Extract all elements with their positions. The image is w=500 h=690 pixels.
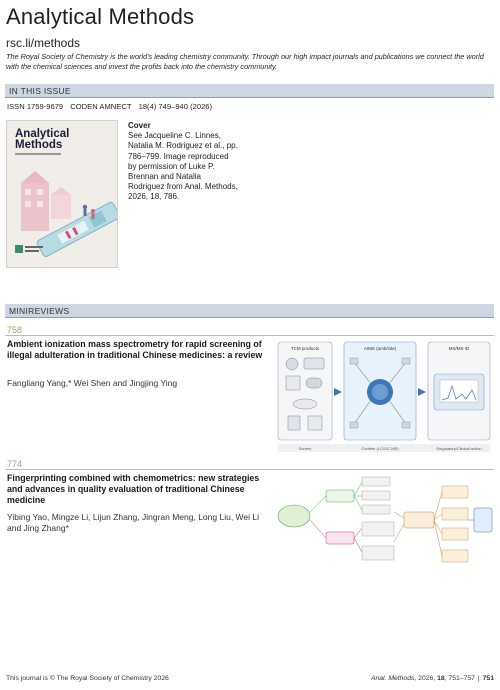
rsc-blurb: The Royal Society of Chemistry is the world's leading chemistry community. Through our high impact journals and publications we connect the world with the chemical sciences and invest the profits back into the chemistry community. [6,52,484,71]
journal-title: Analytical Methods [6,4,195,29]
graphical-abstract-fingerprinting[interactable] [276,472,494,584]
section-minireviews: MINIREVIEWS [5,304,494,318]
footer-volume: 18 [437,675,445,682]
fig-bottom1-label: Screen [298,446,312,451]
footer-citation: Anal. Methods, 2026, 18, 751–757 | 751 [370,675,494,682]
entry-title[interactable]: Fingerprinting combined with chemometrics: new strategies and advances in quality evaluation of traditional Chinese medicine [7,473,260,505]
cover-image-title: Analytical Methods [15,128,70,151]
coden: CODEN AMNECT [70,102,132,111]
fig-col3-label: MS/MS ID [448,346,470,351]
section-in-this-issue: IN THIS ISSUE [5,84,494,98]
fig-bottom2-label: Confirm (LC/GC-MS) [361,446,399,451]
entry-divider [5,335,494,336]
footer-pages: , 751–757 [444,675,475,682]
cover-image[interactable] [6,120,118,268]
entry-title[interactable]: Ambient ionization mass spectrometry for rapid screening of illegal adulteration in traditional Chinese medicines: a review [7,339,263,360]
footer-copyright: This journal is © The Royal Society of Chemistry 2026 [6,675,169,682]
footer-year: , 2026, [414,675,438,682]
issn: ISSN 1759-9679 [7,102,64,111]
entry-authors: Yibing Yao, Mingze Li, Lijun Zhang, Jingran Meng, Long Liu, Wei Li and Jing Zhang* [7,512,260,533]
footer-journal: Anal. Methods [370,675,415,682]
cover-caption-head: Cover [128,121,151,130]
cover-caption-text: See Jacqueline C. Linnes, Natalia M. Rodriguez et al., pp. 786–799. Image reproduced by permission of Luke P. Brennan and Natalia Rodriguez from Anal. Methods, 2026, 18, 786. [128,131,238,202]
entry-page-number[interactable]: 758 [7,325,23,335]
cover-illustration [7,121,118,268]
fig-col1-label: TCM products [290,346,320,351]
journal-url[interactable]: rsc.li/methods [6,36,81,50]
graphical-abstract-aims[interactable] [276,338,494,454]
fig-col2-label: AIMS (amb/site) [363,346,397,351]
fig-bottom3-label: Regulatory/Clinical action [436,446,482,451]
cover-caption [128,121,238,203]
volume-issue: 18(4) 749–940 (2026) [138,102,213,111]
issn-line [7,102,217,111]
entry-page-number[interactable]: 774 [7,459,23,469]
entry-divider [5,469,494,470]
footer-page-number: 751 [482,675,494,682]
entry-authors: Fangliang Yang,* Wei Shen and Jingjing Ying [7,378,178,388]
